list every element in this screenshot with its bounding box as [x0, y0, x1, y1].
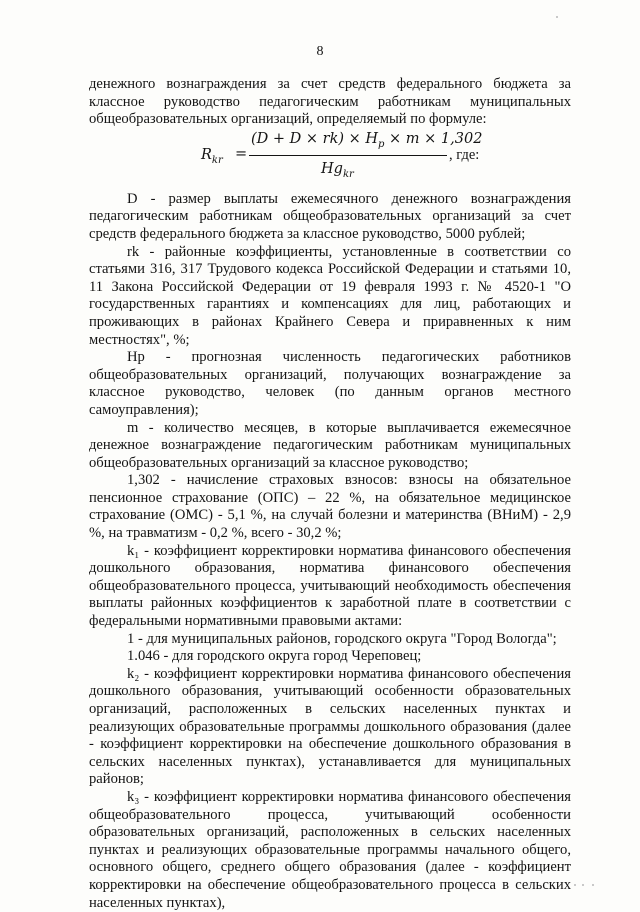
paragraph-rk: rk - районные коэффициенты, установленные в соответствии со статьями 316, 317 Трудового кодекса Российской Федерации и статьями 10, 11 Закона Российской Федерации от 19 февраля 1993 г. № 4520-1 "О государственных гарантиях и компенсациях для лиц, работающих и проживающих в районах Крайнего Севера и приравненных к ним местностях", %;	[89, 243, 571, 348]
formula-equals: =	[235, 145, 248, 162]
paragraph-m: m - количество месяцев, в которые выплачивается ежемесячное денежное вознаграждение педагогическим работникам муниципальных общеобразовательных организаций за классное руководство;	[89, 419, 571, 471]
formula-lhs: $R_{kr}$	[201, 146, 223, 166]
paragraph-k1-value-2: 1.046 - для городского округа город Череповец;	[127, 648, 422, 665]
scan-speck	[592, 884, 594, 886]
paragraph-k2: k₂ - коэффициент корректировки норматива финансового обеспечения дошкольного образования, учитывающий особенности образовательных организаций, расположенных в сельских населенных пунктах и реализующих образовательные программы дошкольного образования (далее - коэффициент корректировки на обеспечение дошкольного образования в сельских населенных пунктах), устанавливается для муниципальных районов;	[89, 665, 571, 788]
document-body	[89, 76, 571, 912]
paragraph-hp: Нр - прогнозная численность педагогических работников общеобразовательных организаций, получающих вознаграждение за классное руководство, человек (по данным органов местного самоуправления);	[89, 349, 571, 418]
paragraph-k1: k₁ - коэффициент корректировки норматива финансового обеспечения дошкольного образования, норматива финансового обеспечения общеобразовательного процесса, учитывающий необходимость обеспечения выплаты районных коэффициентов к заработной плате в соответствии с федеральными нормативными правовыми актами:	[89, 542, 571, 630]
intro-paragraph: денежного вознаграждения за счет средств федерального бюджета за классное руководство педагогическим работникам муниципальных общеобразовательных организаций, определяемый по формуле:	[89, 76, 571, 128]
scan-speck	[574, 884, 576, 886]
formula	[89, 131, 571, 183]
paragraph-k3: k₃ - коэффициент корректировки норматива финансового обеспечения общеобразовательного процесса, учитывающий особенности образовательных организаций, расположенных в сельских населенных пунктах и реализующих образовательные программы начального общего, основного общего, среднего общего образования (далее - коэффициент корректировки на обеспечение общеобразовательного процесса в сельских населенных пунктах),	[89, 788, 571, 911]
formula-denominator: $Hg_{kr}$	[321, 160, 354, 180]
fraction-bar	[249, 155, 447, 156]
scan-speck	[556, 16, 558, 18]
paragraph-d: D - размер выплаты ежемесячного денежного вознаграждения педагогическим работникам общеобразовательных организаций за счет средств федерального бюджета за классное руководство, 5000 рублей;	[89, 190, 571, 242]
paragraph-1302: 1,302 - начисление страховых взносов: взносы на обязательное пенсионное страхование (ОПС) – 22 %, на обязательное медицинское страхование (ОМС) - 5,1 %, на случай болезни и материнства (ВНиМ) - 2,9 %, на травматизм - 0,2 %, всего - 30,2 %;	[89, 472, 571, 542]
formula-tail: , где:	[449, 146, 480, 163]
page-number: 8	[316, 44, 324, 59]
formula-numerator: $(D + D \times rk) \times H_p \times m \times 1,302$	[251, 130, 483, 150]
scan-speck	[582, 884, 584, 886]
paragraph-k1-value-1: 1 - для муниципальных районов, городского округа "Город Вологда";	[127, 630, 557, 647]
